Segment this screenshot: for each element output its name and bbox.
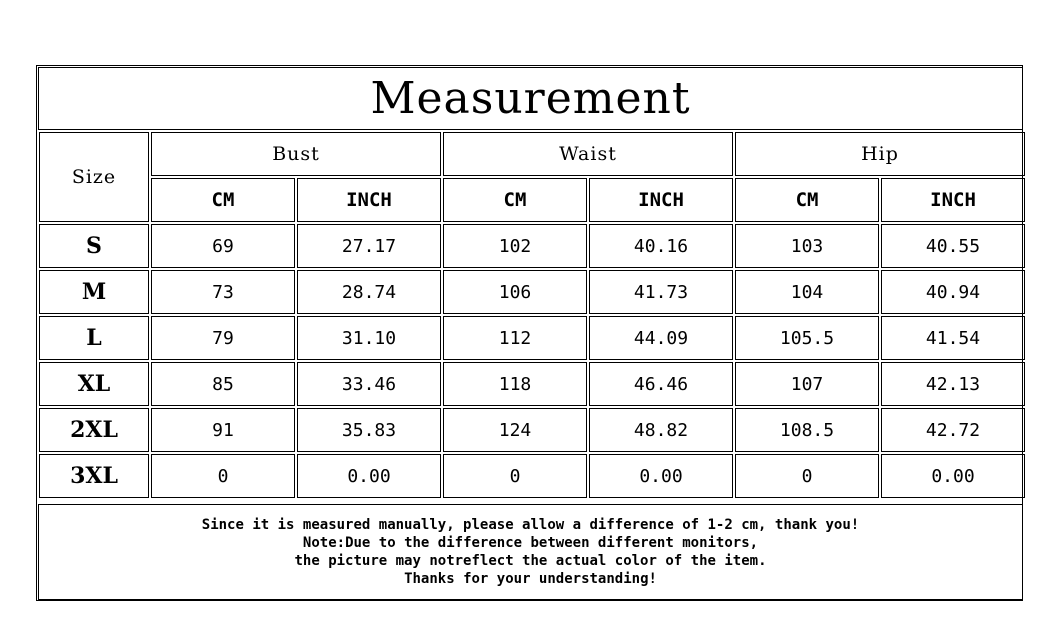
value-cell: 31.10: [297, 316, 441, 360]
value-cell: 35.83: [297, 408, 441, 452]
bust-inch-header: INCH: [297, 178, 441, 222]
size-header: Size: [39, 132, 149, 222]
value-cell: 108.5: [735, 408, 879, 452]
value-cell: 42.72: [881, 408, 1025, 452]
waist-inch-header: INCH: [589, 178, 733, 222]
value-cell: 42.13: [881, 362, 1025, 406]
table-row: [39, 362, 1025, 406]
value-cell: 33.46: [297, 362, 441, 406]
value-cell: 40.94: [881, 270, 1025, 314]
value-cell: 91: [151, 408, 295, 452]
value-cell: 124: [443, 408, 587, 452]
table-row: [39, 270, 1025, 314]
value-cell: 0.00: [297, 454, 441, 498]
table-body: [39, 224, 1025, 498]
value-cell: 41.73: [589, 270, 733, 314]
value-cell: 104: [735, 270, 879, 314]
value-cell: 79: [151, 316, 295, 360]
value-cell: 102: [443, 224, 587, 268]
value-cell: 73: [151, 270, 295, 314]
value-cell: 69: [151, 224, 295, 268]
page-title: Measurement: [38, 67, 1023, 130]
hip-header: Hip: [735, 132, 1025, 176]
value-cell: 106: [443, 270, 587, 314]
waist-cm-header: CM: [443, 178, 587, 222]
size-cell: 2XL: [39, 408, 149, 452]
note-line: Note:Due to the difference between different monitors,: [302, 535, 759, 551]
note-line: the picture may notreflect the actual color of the item.: [294, 553, 767, 569]
value-cell: 0: [735, 454, 879, 498]
value-cell: 0: [151, 454, 295, 498]
hip-cm-header: CM: [735, 178, 879, 222]
value-cell: 28.74: [297, 270, 441, 314]
value-cell: 40.55: [881, 224, 1025, 268]
bust-cm-header: CM: [151, 178, 295, 222]
hip-inch-header: INCH: [881, 178, 1025, 222]
table-row: [39, 408, 1025, 452]
value-cell: 0.00: [589, 454, 733, 498]
waist-header: Waist: [443, 132, 733, 176]
size-table: [37, 130, 1027, 500]
value-cell: 41.54: [881, 316, 1025, 360]
value-cell: 85: [151, 362, 295, 406]
size-cell: 3XL: [39, 454, 149, 498]
size-cell: L: [39, 316, 149, 360]
value-cell: 0.00: [881, 454, 1025, 498]
value-cell: 46.46: [589, 362, 733, 406]
note-line: Thanks for your understanding!: [404, 571, 657, 587]
value-cell: 44.09: [589, 316, 733, 360]
value-cell: 40.16: [589, 224, 733, 268]
note-line: Since it is measured manually, please allow a difference of 1-2 cm, thank you!: [201, 517, 860, 533]
value-cell: 107: [735, 362, 879, 406]
table-row: [39, 316, 1025, 360]
disclaimer-note: [38, 504, 1023, 600]
value-cell: 118: [443, 362, 587, 406]
value-cell: 27.17: [297, 224, 441, 268]
value-cell: 112: [443, 316, 587, 360]
size-cell: XL: [39, 362, 149, 406]
value-cell: 48.82: [589, 408, 733, 452]
value-cell: 0: [443, 454, 587, 498]
value-cell: 103: [735, 224, 879, 268]
bust-header: Bust: [151, 132, 441, 176]
value-cell: 105.5: [735, 316, 879, 360]
size-cell: M: [39, 270, 149, 314]
size-cell: S: [39, 224, 149, 268]
table-row: [39, 224, 1025, 268]
table-row: [39, 454, 1025, 498]
